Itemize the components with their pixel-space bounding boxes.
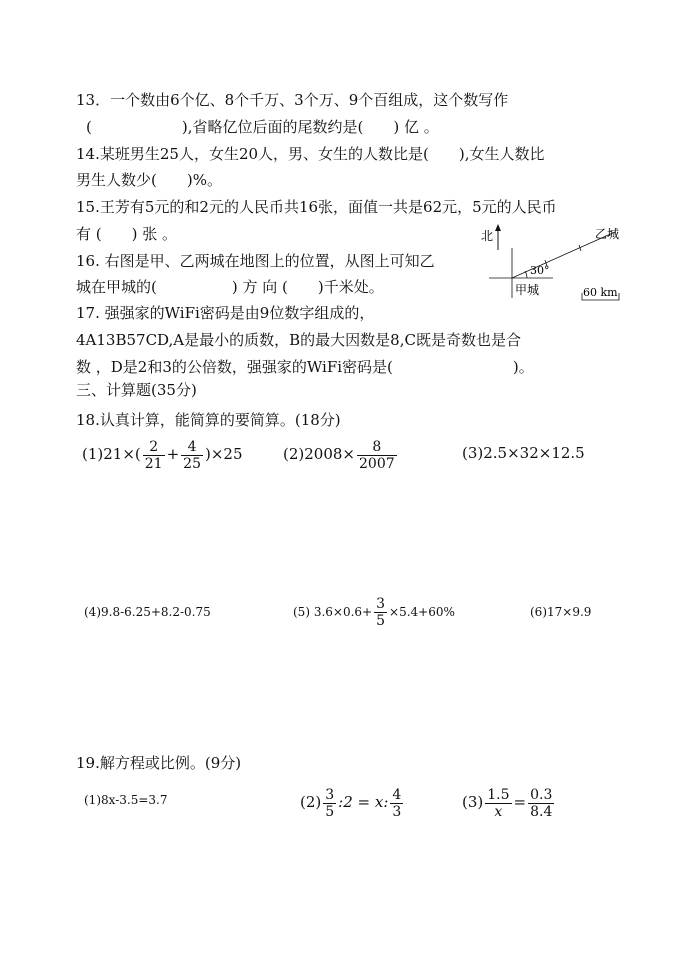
q18-p1-f1-num: 2 <box>143 439 165 456</box>
q18-p1-plus: + <box>166 445 180 463</box>
q19-p3-f1-den: x <box>494 803 503 820</box>
q18-p5-fraction <box>374 596 387 629</box>
q19-p2-f2-den: 3 <box>392 803 402 820</box>
city-a-label: 甲城 <box>515 283 540 297</box>
q17-line2: 4A13B57CD,A是最小的质数，B的最大因数是8,C既是奇数也是合 <box>76 331 521 349</box>
angle-label: 30° <box>530 264 550 277</box>
q18-p1-prefix: (1)21×( <box>82 445 141 463</box>
q18-p1-f2-num: 4 <box>181 439 203 456</box>
section3-heading: 三、计算题(35分) <box>76 381 197 399</box>
q19-p2-fraction-2 <box>390 787 403 820</box>
q18-p2-fraction <box>357 439 397 472</box>
scale-label: 60 km <box>583 286 618 299</box>
q18-p1-fraction-1 <box>143 439 165 472</box>
q18-p5-suffix: ×5.4+60% <box>389 605 455 619</box>
q16-line1: 16. 右图是甲、乙两城在地图上的位置，从图上可知乙 <box>76 252 435 270</box>
q18-problem-1 <box>82 436 243 472</box>
q15-line1: 15.王芳有5元的和2元的人民币共16张，面值一共是62元，5元的人民币 <box>76 198 557 216</box>
q19-problem-2 <box>300 784 405 820</box>
q19-p3-f1-num: 1.5 <box>487 786 510 803</box>
q19-p2-fraction-1 <box>323 787 336 820</box>
q19-p2-middle: :2 = x: <box>338 793 389 811</box>
q19-p3-prefix: (3) <box>462 793 484 811</box>
q19-p3-f2-den: 8.4 <box>530 803 553 820</box>
q17-line1: 17. 强强家的WiFi密码是由9位数字组成的， <box>76 304 375 322</box>
city-b-label: 乙城 <box>595 227 620 241</box>
q19-p3-fraction-2 <box>528 787 554 820</box>
q14-line2: 男生人数少( )%。 <box>76 171 222 189</box>
q19-title: 19.解方程或比例。(9分) <box>76 754 242 772</box>
q18-problem-2 <box>283 436 399 472</box>
q19-problem-3 <box>462 784 556 820</box>
q18-problem-5 <box>293 594 455 630</box>
q18-p1-f2-den: 25 <box>183 455 201 472</box>
q19-p2-f1-den: 5 <box>325 803 335 820</box>
q18-p5-den: 5 <box>376 613 386 629</box>
q19-p3-fraction-1 <box>485 787 511 820</box>
q14-line1: 14.某班男生25人，女生20人，男、女生的人数比是( ),女生人数比 <box>76 145 545 163</box>
q19-p2-f2-num: 4 <box>392 786 402 803</box>
q19-problem-1: (1)8x-3.5=3.7 <box>84 793 168 807</box>
q13-line2: ( ),省略亿位后面的尾数约是( ) 亿 。 <box>86 118 439 136</box>
q18-p2-prefix: (2)2008× <box>283 445 355 463</box>
q18-p1-fraction-2 <box>181 439 203 472</box>
q15-line2: 有 ( ) 张 。 <box>76 225 178 243</box>
q13-line1: 13．一个数由6个亿、8个千万、3个万、9个百组成，这个数写作 <box>76 91 509 109</box>
north-arrowhead <box>495 224 501 231</box>
q18-p5-prefix: (5) 3.6×0.6+ <box>293 605 373 619</box>
map-figure <box>475 220 625 306</box>
q18-problem-4: (4)9.8-6.25+8.2-0.75 <box>84 605 211 619</box>
q18-p1-f1-den: 21 <box>144 455 163 472</box>
q18-p2-den: 2007 <box>359 455 395 472</box>
q18-problem-3: (3)2.5×32×12.5 <box>462 444 585 462</box>
q18-p2-num: 8 <box>357 439 397 456</box>
q19-p2-f1-num: 3 <box>325 786 335 803</box>
q17-line3: 数 ，D是2和3的公倍数，强强家的WiFi密码是( )。 <box>76 358 534 376</box>
q16-line2: 城在甲城的( ) 方 向 ( )千米处。 <box>76 278 384 296</box>
q18-problem-6: (6)17×9.9 <box>530 605 592 619</box>
q19-p3-equals: = <box>513 793 527 811</box>
q18-p5-num: 3 <box>376 596 386 612</box>
q18-title: 18.认真计算，能简算的要简算。(18分) <box>76 411 341 429</box>
q19-p2-prefix: (2) <box>300 793 322 811</box>
north-label: 北 <box>481 229 494 243</box>
q18-p1-suffix: )×25 <box>205 445 243 463</box>
q19-p3-f2-num: 0.3 <box>530 786 553 803</box>
